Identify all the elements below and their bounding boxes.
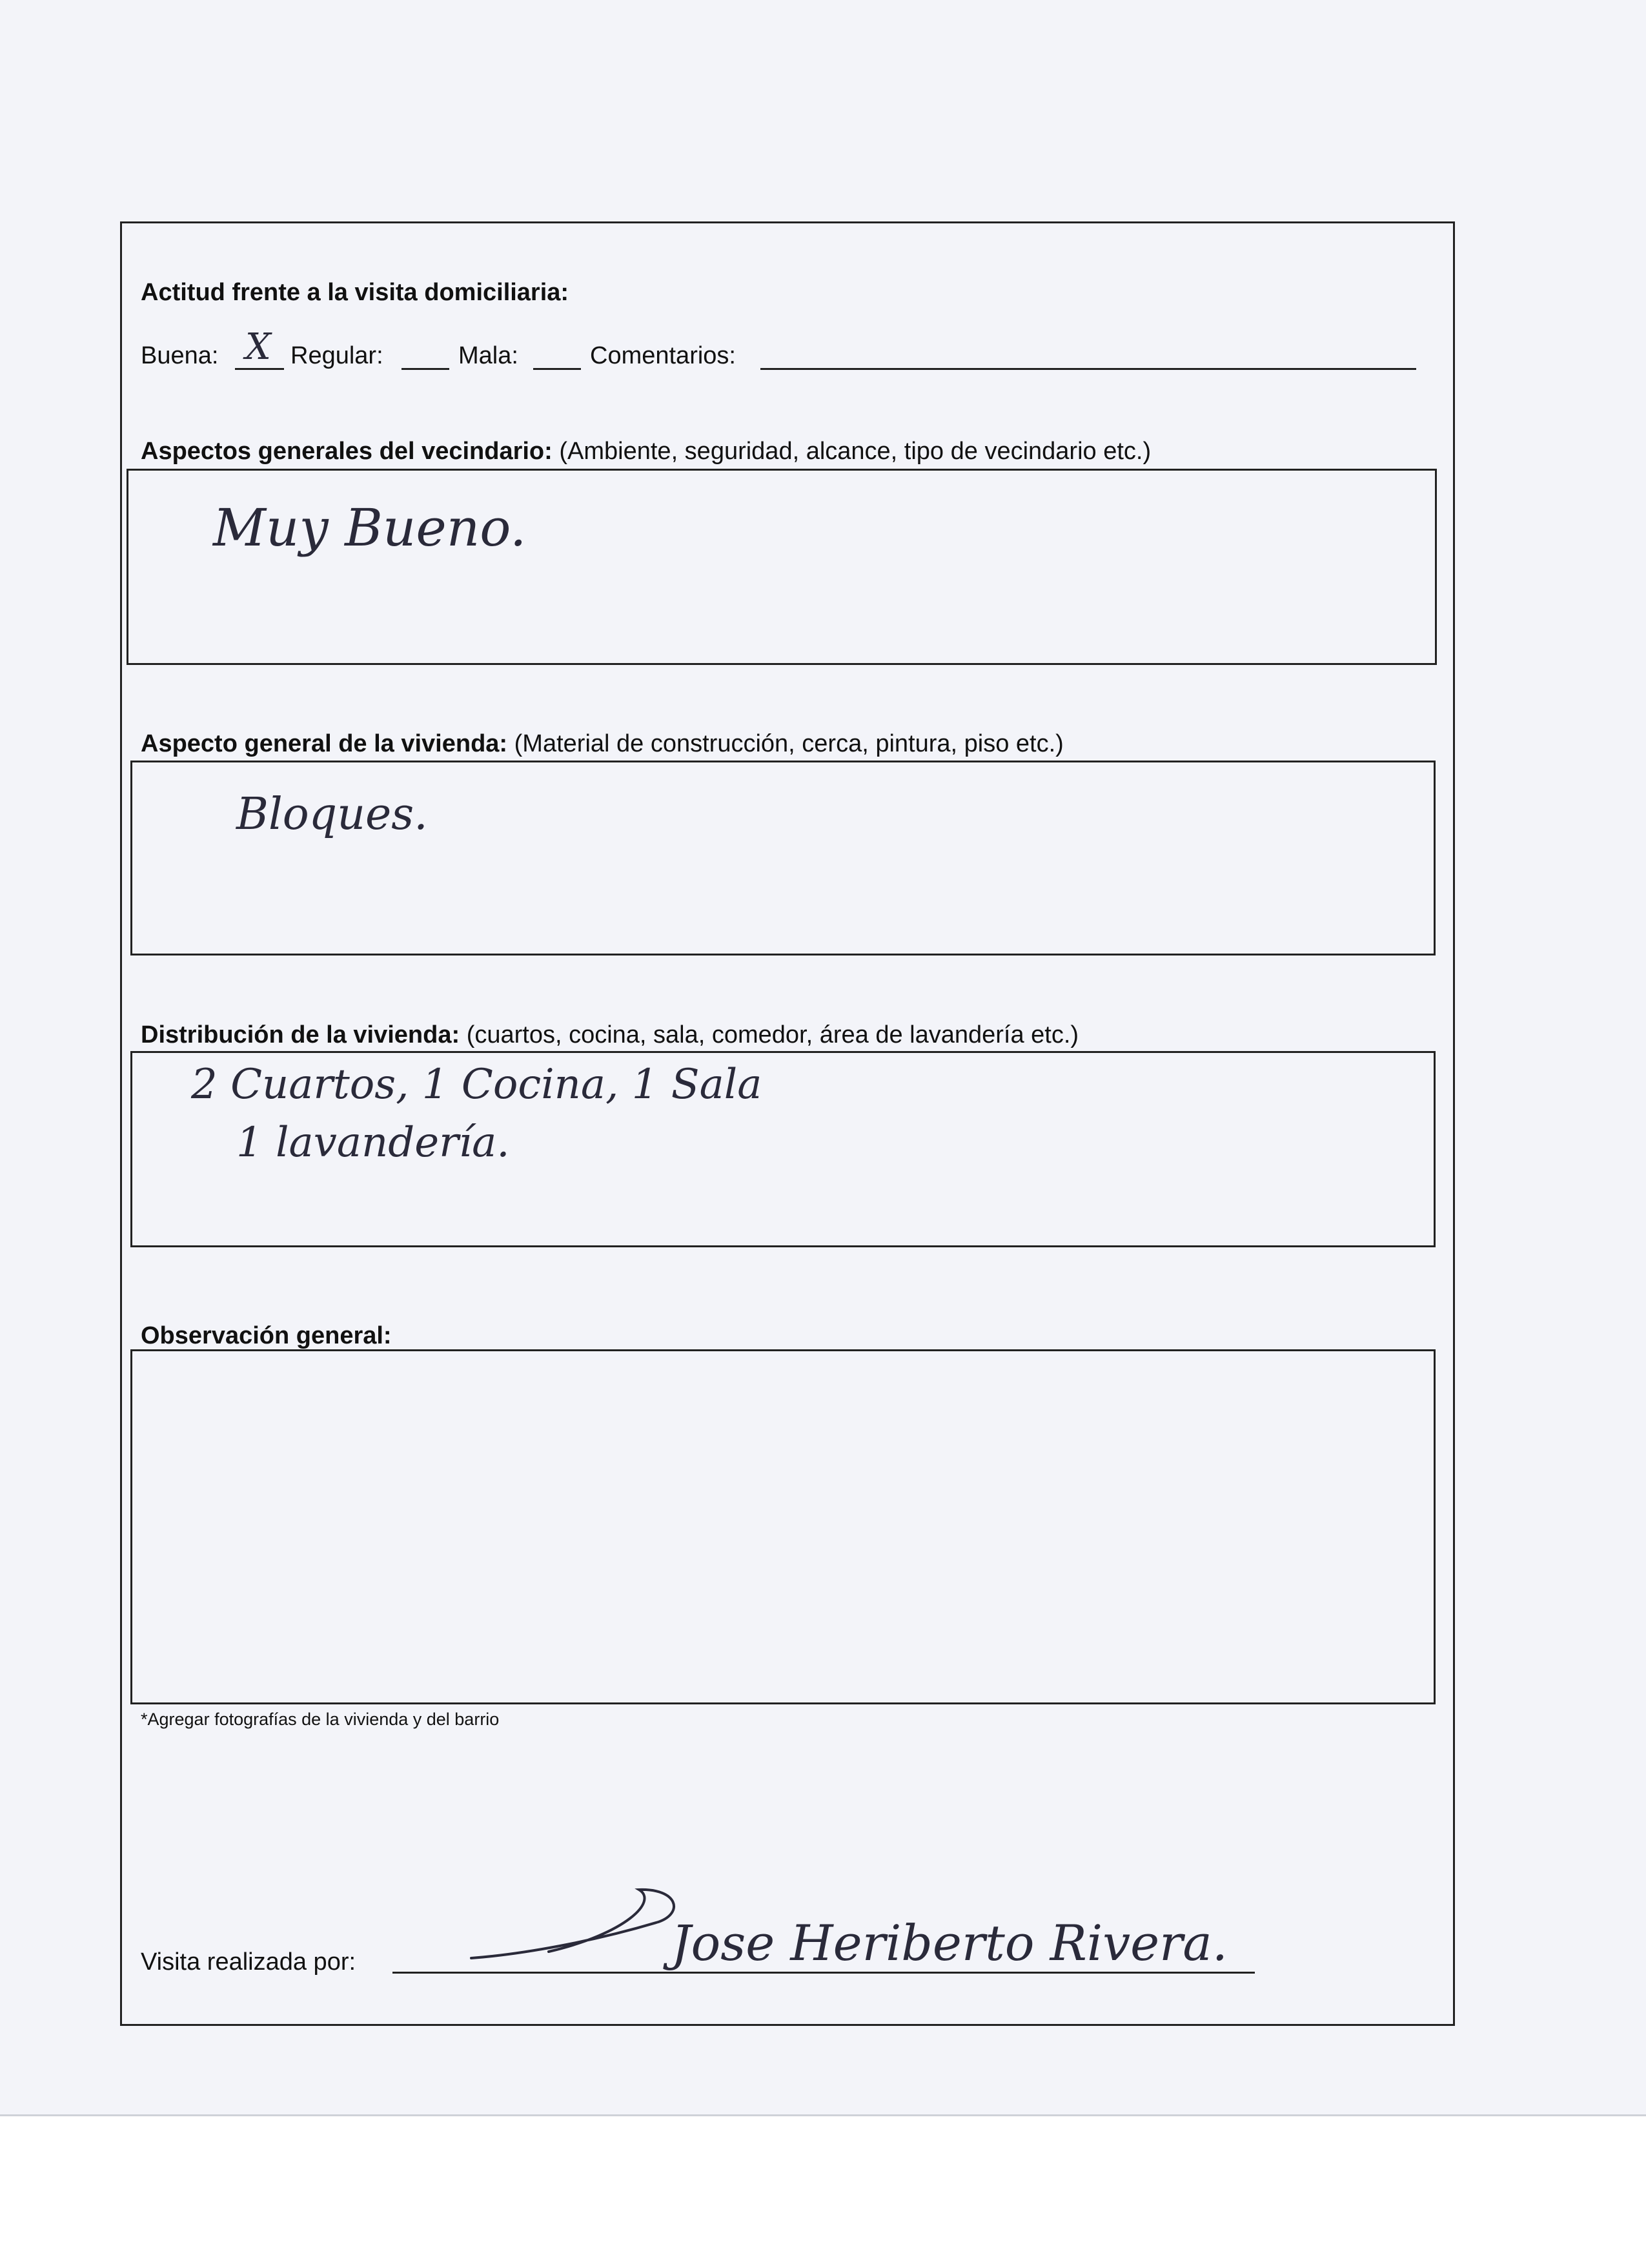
neighborhood-hint: (Ambiente, seguridad, alcance, tipo de vecindario etc.) [559, 438, 1152, 465]
neighborhood-value: Muy Bueno. [213, 498, 527, 558]
visit-label: Visita realizada por: [141, 1948, 356, 1976]
mala-label: Mala: [458, 342, 518, 369]
buena-blank[interactable] [235, 368, 284, 370]
regular-label: Regular: [290, 342, 383, 369]
distribution-hint: (cuartos, cocina, sala, comedor, área de lavandería etc.) [466, 1021, 1079, 1048]
distribution-label: Distribución de la vivienda: [141, 1021, 460, 1048]
housing-heading [141, 731, 1064, 756]
attitude-title: Actitud frente a la visita domiciliaria: [141, 279, 569, 306]
neighborhood-label: Aspectos generales del vecindario: [141, 438, 553, 465]
neighborhood-heading [141, 439, 1151, 464]
signature-flourish [465, 1882, 697, 1979]
buena-label: Buena: [141, 342, 219, 369]
buena-mark: X [245, 326, 271, 368]
distribution-value-line1: 2 Cuartos, 1 Cocina, 1 Sala [191, 1061, 762, 1108]
distribution-value-line2: 1 lavandería. [236, 1119, 510, 1167]
visit-value: Jose Heriberto Rivera. [671, 1914, 1228, 1972]
distribution-heading [141, 1023, 1079, 1047]
housing-label: Aspecto general de la vivienda: [141, 730, 508, 757]
comentarios-label: Comentarios: [590, 342, 736, 369]
housing-value: Bloques. [236, 789, 428, 840]
comentarios-blank[interactable] [760, 368, 1416, 370]
mala-blank[interactable] [533, 368, 581, 370]
housing-hint: (Material de construcción, cerca, pintura, piso etc.) [514, 730, 1064, 757]
scan-background [0, 2114, 1646, 2268]
observation-label: Observación general: [141, 1322, 392, 1349]
observation-field[interactable] [130, 1349, 1436, 1704]
photos-note: *Agregar fotografías de la vivienda y del barrio [141, 1710, 500, 1729]
regular-blank[interactable] [401, 368, 449, 370]
